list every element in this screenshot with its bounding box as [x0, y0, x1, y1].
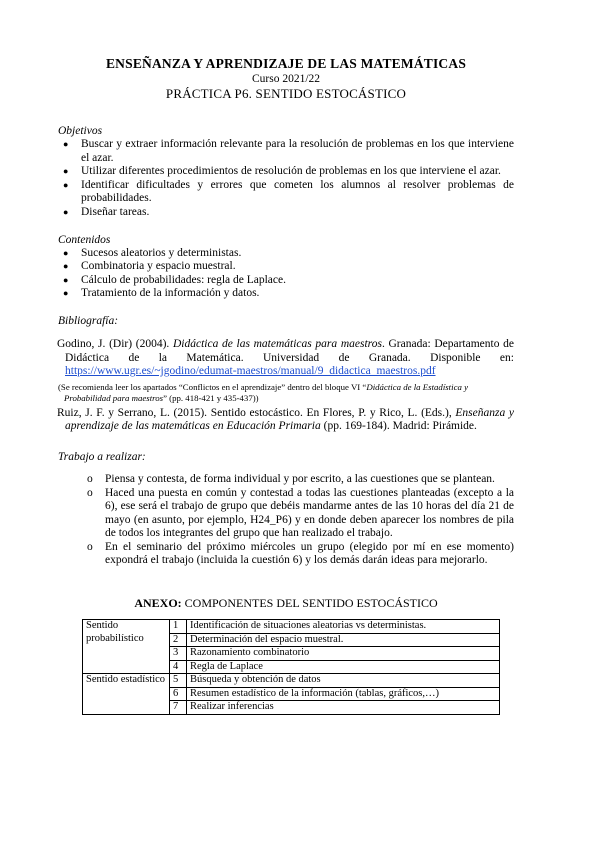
- objetivos-heading: Objetivos: [58, 125, 103, 137]
- circle-bullet-icon: o: [87, 540, 93, 553]
- list-item: o En el seminario del próximo miércoles un grupo (elegido por mí en ese momento) expondrá el trabajo (incluida la cuestión 6) y los demás darán ideas para mejorarlo.: [87, 540, 514, 567]
- reading-note: (Se recomienda leer los apartados “Conflictos en el aprendizaje” dentro del bloque VI “Didáctica de la Estadística y Probabilidad para maestros” (pp. 418-421 y 435-437)): [58, 381, 468, 403]
- bullet-icon: ●: [63, 247, 69, 258]
- trabajo-list: [58, 473, 514, 568]
- reference-link[interactable]: https://www.ugr.es/~jgodino/edumat-maestros/manual/9_didactica_maestros.pdf: [65, 365, 436, 378]
- reference-godino: Godino, J. (Dir) (2004). Didáctica de las matemáticas para maestros. Granada: Departamento de Didáctica de la Matemática. Universidad de Granada. Disponible en: https://www.ugr.es/~jgodino/edumat-maestros/manual/9_didactica_maestros.pdf: [57, 337, 514, 378]
- bullet-icon: ●: [63, 274, 69, 285]
- list-item: ● Tratamiento de la información y datos.: [63, 287, 260, 300]
- circle-bullet-icon: o: [87, 472, 93, 485]
- list-item: ● Sucesos aleatorios y deterministas.: [63, 246, 242, 259]
- list-item: o Haced una puesta en común y contestad a todas las cuestiones planteadas (excepto a la 6), ese será el trabajo de grupo que debéis mandarme antes de las 10 horas del día 21 de mayo (en asunto, por ejemplo, H24_P6) y en donde deben aparecer los nombres de pila de todos los integrantes del grupo que han realizado el trabajo.: [87, 486, 514, 540]
- category-cell: Sentido probabilístico: [83, 620, 170, 674]
- table-row: 7 Realizar inferencias: [83, 701, 500, 715]
- list-item: o Piensa y contesta, de forma individual y por escrito, a las cuestiones que se plantean.: [87, 472, 495, 485]
- objetivos-list: [58, 138, 514, 220]
- bibliografia-heading: Bibliografía:: [58, 314, 119, 327]
- circle-bullet-icon: o: [87, 486, 93, 499]
- contenidos-list: [58, 247, 514, 301]
- list-item: ● Utilizar diferentes procedimientos de resolución de problemas en los que interviene el azar.: [63, 165, 501, 178]
- bullet-icon: ●: [63, 206, 69, 217]
- list-item: ● Cálculo de probabilidades: regla de Laplace.: [63, 273, 286, 286]
- components-table: [82, 619, 500, 715]
- list-item: ● Identificar dificultades y errores que cometen los alumnos al resolver problemas de probabilidades.: [63, 178, 514, 205]
- list-item: ● Combinatoria y espacio muestral.: [63, 260, 236, 273]
- practica-title: PRÁCTICA P6. SENTIDO ESTOCÁSTICO: [165, 86, 407, 101]
- table-row: 2 Determinación del espacio muestral.: [83, 633, 500, 647]
- table-row: 4 Regla de Laplace: [83, 660, 500, 674]
- bullet-icon: ●: [63, 139, 69, 149]
- bullet-icon: ●: [63, 166, 69, 177]
- anexo-title: ANEXO: COMPONENTES DEL SENTIDO ESTOCÁSTICO: [134, 596, 438, 611]
- course-year: Curso 2021/22: [251, 73, 321, 85]
- document-page: [58, 56, 514, 715]
- category-cell: Sentido estadístico: [83, 674, 170, 715]
- contenidos-heading: Contenidos: [58, 233, 111, 246]
- bullet-icon: ●: [63, 288, 69, 299]
- reference-ruiz: Ruiz, J. F. y Serrano, L. (2015). Sentido estocástico. En Flores, P. y Rico, L. (Eds.), Enseñanza y aprendizaje de las matemáticas en Educación Primaria (pp. 169-184). Madrid: Pirámide.: [57, 406, 514, 433]
- document-title: ENSEÑANZA Y APRENDIZAJE DE LAS MATEMÁTICAS: [105, 56, 467, 71]
- table-row: 6 Resumen estadístico de la información (tablas, gráficos,…): [83, 687, 500, 701]
- list-item: ● Diseñar tareas.: [63, 205, 150, 218]
- table-row: 3 Razonamiento combinatorio: [83, 647, 500, 661]
- bullet-icon: ●: [63, 261, 69, 272]
- bullet-icon: ●: [63, 179, 69, 190]
- table-row: Sentido estadístico 5 Búsqueda y obtención de datos: [83, 674, 500, 688]
- trabajo-heading: Trabajo a realizar:: [58, 450, 146, 463]
- list-item: ● Buscar y extraer información relevante para la resolución de problemas en los que interviene el azar.: [63, 138, 514, 164]
- table-row: Sentido probabilístico 1 Identificación de situaciones aleatorias vs deterministas.: [83, 620, 500, 634]
